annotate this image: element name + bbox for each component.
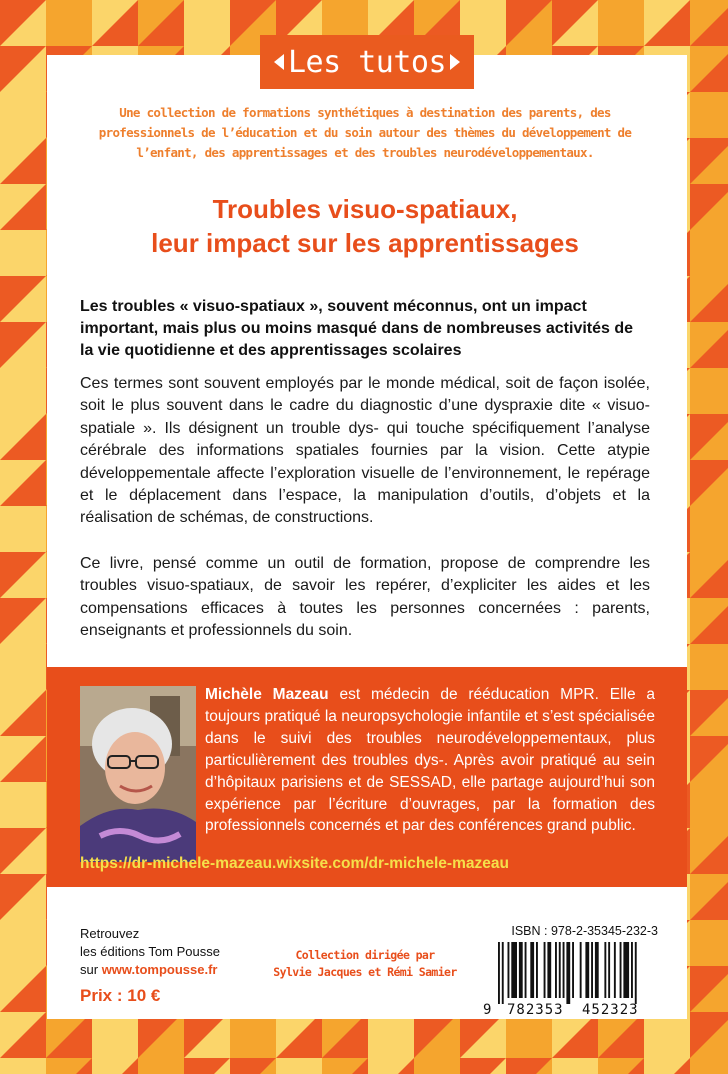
body-paragraph: Ces termes sont souvent employés par le monde médical, soit de façon isolée, soit le plus souvent dans le cadre du diagnostic d’une dyspraxie dite « visuo-spatiale ». Ils désignent un trouble dys- qui touche spécifiquement l’analyse cérébrale des informations spatiales fournies par la vision. Cette atypie développementale affecte l’exploration visuelle de l’environnement, le repérage et le déplacement dans l’espace, la manipulation d’outils, d’objets et la réalisation de schémas, de constructions. xyxy=(80,375,650,527)
publisher-prefix: sur xyxy=(80,962,99,977)
barcode-digit-first: 9 xyxy=(483,1002,492,1018)
collection-intro: Une collection de formations synthétiques à destination des parents, des professionnels de l’éducation et du soin autour des thèmes du développement de l’enfant, des apprentissages et des troubles neurodéveloppementaux. xyxy=(98,105,632,160)
editors-line2: Sylvie Jacques et Rémi Samier xyxy=(273,965,457,979)
series-title: Les tutos xyxy=(287,44,447,80)
price-label: Prix : 10 € xyxy=(80,986,161,1005)
publisher-line2: les éditions Tom Pousse xyxy=(80,944,220,959)
publisher-line1: Retrouvez xyxy=(80,926,140,941)
lead-paragraph: Les troubles « visuo-spatiaux », souvent méconnus, ont un impact important, mais plus ou moins masqué dans de nombreuses activités de la vie quotidienne et des apprentissages scolaires xyxy=(80,298,634,359)
book-title xyxy=(60,192,670,260)
author-bio-text: est médecin de rééducation MPR. Elle a toujours pratiqué la neuropsychologie infantile et s’est spécialisée dans le suivi des troubles neurodéveloppementaux, plus particulièrement des troubles dys-. Après avoir pratiqué au sein d’hôpitaux parisiens et de SESSAD, elle partage aujourd’hui son expérience par l’écriture d’ouvrages, par la formation des professionnels concernés et par des conférences grand public. xyxy=(205,686,655,835)
author-photo xyxy=(80,686,196,862)
publisher-line3 xyxy=(80,961,270,979)
series-tag xyxy=(260,35,474,89)
body-paragraph: Ce livre, pensé comme un outil de formation, propose de comprendre les troubles visuo-spatiaux, de savoir les repérer, d’expliciter les aides et les compensations efficaces à toutes les personnes concernées : parents, enseignants et professionnels du soin. xyxy=(80,555,650,640)
book-title-line1: Troubles visuo-spatiaux, xyxy=(212,194,518,224)
isbn-label: ISBN : 978-2-35345-232-3 xyxy=(511,924,658,938)
collection-editors xyxy=(260,947,470,981)
publisher-website-link[interactable]: www.tompousse.fr xyxy=(101,962,218,977)
barcode-digits-left: 782353 xyxy=(507,1002,564,1018)
author-bio xyxy=(205,684,655,837)
book-title-line2: leur impact sur les apprentissages xyxy=(151,228,579,258)
right-arrow-icon xyxy=(450,54,460,70)
left-arrow-icon xyxy=(274,54,284,70)
barcode-digits-right: 452323 xyxy=(582,1002,639,1018)
author-name: Michèle Mazeau xyxy=(205,686,329,703)
editors-line1: Collection dirigée par xyxy=(295,948,435,962)
barcode xyxy=(478,942,658,1004)
author-website-link[interactable]: https://dr-michele-mazeau.wixsite.com/dr-michele-mazeau xyxy=(80,855,509,872)
publisher-info xyxy=(80,925,270,979)
